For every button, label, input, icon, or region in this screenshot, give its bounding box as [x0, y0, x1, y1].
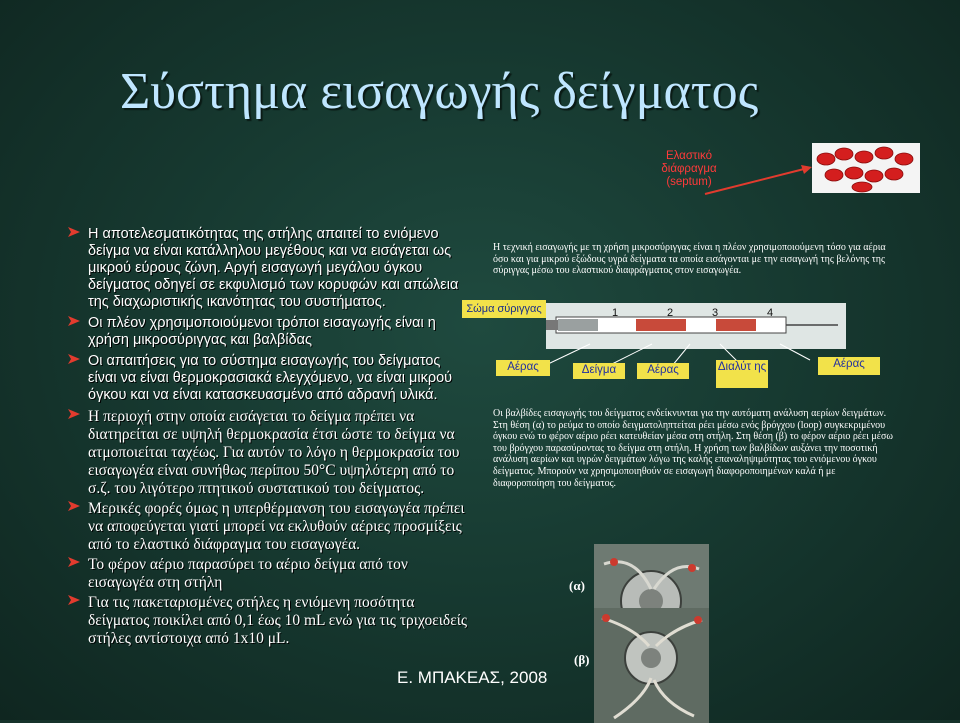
bullet-item — [88, 315, 468, 349]
segment-air-1: Αέρας — [496, 360, 550, 376]
red-arrow-icon — [68, 500, 80, 512]
author-credit: Ε. ΜΠΑΚΕΑΣ, 2008 — [397, 668, 548, 687]
red-arrow-icon — [68, 315, 80, 327]
syringe-number-3: 3 — [712, 307, 719, 319]
segment-air-3: Αέρας — [818, 357, 880, 375]
red-arrow-icon — [68, 556, 80, 568]
red-arrow-icon — [68, 408, 80, 420]
bullet-text: Για τις πακεταρισμένες στήλες η ενιόμενη ποσότητα δείγματος ποικίλει από 0,1 έως 10 mL ενώ για τις τριχοειδείς στήλες αντίστοιχα από 1x10 μL. — [88, 594, 468, 647]
syringe-number-4: 4 — [767, 307, 774, 319]
slide-title: Σύστημα εισαγωγής δείγματος — [120, 63, 759, 120]
syringe-body-label: Σώμα σύριγγας — [462, 300, 546, 318]
syringe-number-2: 2 — [667, 307, 674, 319]
bullet-text: Η περιοχή στην οποία εισάγεται το δείγμα πρέπει να διατηρείται σε υψηλή θερμοκρασία έτσι ώστε το δείγμα να ατμοποιείται ταχέως. Για αυτόν το λόγο η θερμοκρασία του εισαγωγέα είναι συνήθως περίπου 50°C υψηλότερη από το σ.ζ. του λιγότερο πτητικού συστατικού του δείγματος. — [88, 408, 460, 497]
red-arrow-icon — [68, 353, 80, 365]
bullet-text: Το φέρον αέριο παρασύρει το αέριο δείγμα από τον εισαγωγέα στη στήλη — [88, 556, 408, 591]
bullet-text: Οι πλέον χρησιμοποιούμενοι τρόποι εισαγωγής είναι η χρήση μικροσύριγγας και βαλβίδας — [88, 315, 436, 348]
label-a: (α) — [569, 578, 585, 593]
segment-sample: Δείγμα — [573, 363, 625, 379]
valve-caption: Οι βαλβίδες εισαγωγής του δείγματος ενδείκνυνται για την αυτόματη ανάλυση αερίων δειγμάτων. Στη θέση (α) το ρεύμα το οποίο δειγματοληπτείται ρέει μέσω ενός βρόγχου (loop) συγκεκριμένου όγκου ενώ το φέρον αέριο ρέει κατευθείαν μέσα στη στήλη. Στη θέση (β) το φέρον αέριο ρέει μέσω του βρόγχου παρασύροντας το δείγμα στη στήλη. Η χρήση των βαλβίδων αυξάνει την ποσοτική ανάλυση αερίων και υγρών δειγμάτων λόγω της καλής επαναληψιμότητας του ενιόμενου όγκου δείγματος. Μπορούν να χρησιμοποιηθούν σε εισαγωγή διαφοροποιημένων καλά ή με διαφοροποίηση του δείγματος. — [493, 408, 893, 489]
segment-air-2: Αέρας — [637, 363, 689, 379]
bullet-item — [88, 353, 468, 404]
septum-arrow-icon — [700, 160, 820, 200]
bullet-item — [88, 500, 468, 554]
bullet-text: Η αποτελεσματικότητας της στήλης απαιτεί το ενιόμενο δείγμα να είναι κατάλληλου μεγέθους και να εισάγεται ως μικρού εύρους ζώνη. Αργή εισαγωγή μεγάλου όγκου δείγματος οδηγεί σε εκφυλισμό των κορυφών και απώλεια της διαχωριστικής ικανότητας του συστήματος. — [88, 226, 459, 310]
bullet-item — [88, 556, 468, 592]
syringe-caption: Η τεχνική εισαγωγής με τη χρήση μικροσύριγγας είναι η πλέον χρησιμοποιούμενη τόσο για αέρια όσο και για μικρού εξώδους υγρά δείγματα τα οποία εισάγονται με την εισαγωγή της βελόνης της σύριγγας μέσω του ελαστικού διαφράγματος στον εισαγωγέα. — [493, 242, 886, 277]
bullet-item — [88, 594, 468, 648]
label-b: (β) — [574, 652, 590, 667]
segment-solvent: Διαλύτ ης — [716, 360, 768, 388]
red-arrow-icon — [68, 226, 80, 238]
septum-label: Ελαστικό διάφραγμα (septum) — [661, 150, 717, 188]
valve-photo-b-image — [594, 608, 709, 723]
bullet-item — [88, 226, 468, 311]
bullet-text: Οι απαιτήσεις για το σύστημα εισαγωγής του δείγματος είναι να είναι θερμοκρασιακά ελεγχόμενο, να είναι μικρού όγκου και να είναι κατασκευασμένο από αδρανή υλικά. — [88, 353, 453, 403]
bullet-item — [88, 408, 468, 498]
septum-discs-image — [812, 143, 920, 193]
red-arrow-icon — [68, 594, 80, 606]
syringe-number-1: 1 — [612, 307, 619, 319]
bullet-text: Μερικές φορές όμως η υπερθέρμανση του εισαγωγέα πρέπει να αποφεύγεται γιατί μπορεί να εκλυθούν αέριες προσμίξεις από το ελαστικό διάφραγμα του εισαγωγέα. — [88, 500, 465, 553]
bullet-list — [88, 226, 468, 650]
